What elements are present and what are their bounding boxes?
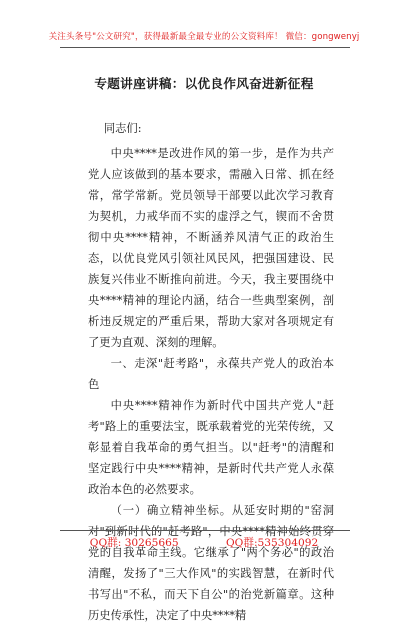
top-divider bbox=[60, 47, 350, 48]
top-banner: 关注头条号"公文研究"，获得最新最全最专业的公文资料库！ 微信：gongwenyj bbox=[48, 32, 360, 42]
salutation: 同志们: bbox=[103, 122, 142, 135]
bottom-divider bbox=[60, 530, 350, 531]
qq-group-2: QQ群:535304092 bbox=[226, 537, 319, 549]
paragraph-2: 中央****精神作为新时代中国共产党人"赶考"路上的重要法宝，既承载着党的光荣传统，又彰显着自我革命的勇气担当。以"赶考"的清醒和坚定践行中央****精神，是新时代共产党人永葆政治本色的必然要求。 bbox=[88, 399, 334, 496]
document-title: 专题讲座讲稿：以优良作风奋进新征程 bbox=[94, 76, 314, 91]
bottom-contacts bbox=[0, 535, 408, 550]
qq-group-1: QQ群: 30265665 bbox=[89, 537, 179, 549]
section-heading-1: 一、走深"赶考路"，永葆共产党人的政治本色 bbox=[88, 357, 334, 391]
paragraph-1: 中央****是改进作风的第一步，是作为共产党人应该做到的基本要求，需融入日常、抓在经常，常学常新。党员领导干部要以此次学习教育为契机，力戒华而不实的虚浮之气，锲而不舍贯彻中央****精神，不断涵养风清气正的政治生态，以优良党风引领社风民风，把强国建设、民族复兴伟业不断推向前进。今天，我主要围绕中央****精神的理论内涵，结合一些典型案例，剖析违反规定的严重后果，帮助大家对各项规定有了更为直观、深刻的理解。 bbox=[88, 147, 334, 349]
paragraph-3: （一）确立精神坐标。从延安时期的"窑洞对"到新时代的"赶考路"，中央****精神始终贯穿党的自我革命主线。它继承了"两个务必"的政治清醒，发扬了"三大作风"的实践智慧，在新时代书写出"不私，而天下自公"的治党新篇章。这种历史传承性，决定了中央****精 bbox=[88, 504, 334, 622]
